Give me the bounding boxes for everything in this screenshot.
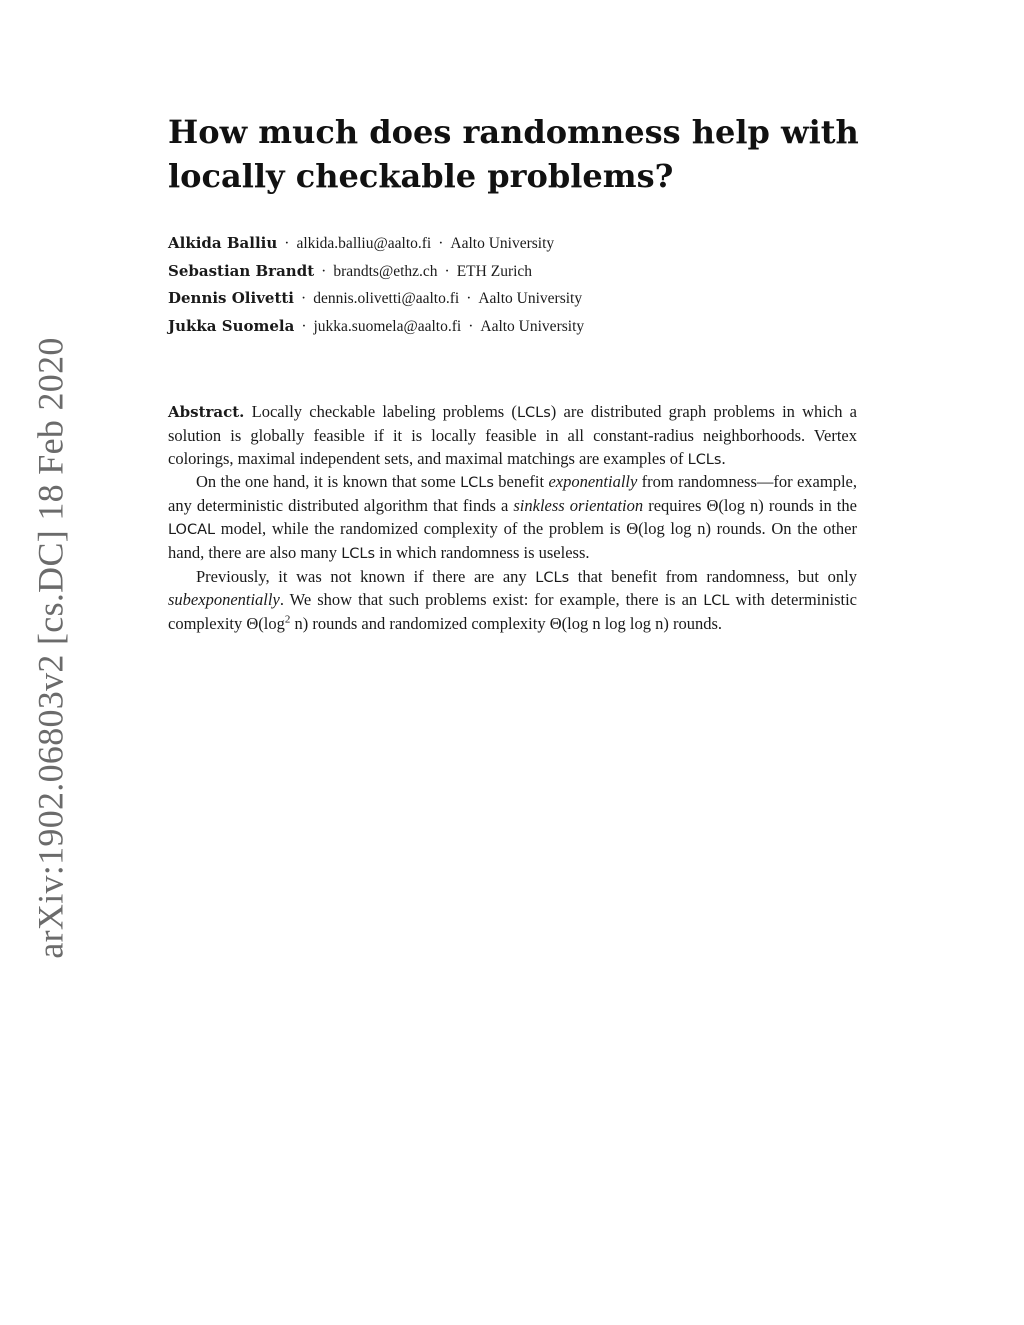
text-run: from randomness—for example, any deterministic distributed algorithm that finds a [168, 472, 857, 516]
author-email[interactable]: jukka.suomela@aalto.fi [313, 317, 462, 335]
author-entry [168, 287, 868, 315]
text-run: model, while the randomized complexity of the problem is [215, 518, 627, 538]
math-expression: Θ(log n log log n) [549, 614, 669, 634]
math-part: n) [290, 614, 309, 634]
title-line-2: locally checkable problems? [168, 157, 674, 195]
abstract-paragraph-1 [168, 401, 857, 471]
lcl-term: LCLs [687, 451, 722, 468]
separator: · [284, 235, 290, 252]
text-run: ) are distributed graph problems in which a solution is globally feasible if it is locally feasible in all constant-radius neighborhoods. Vertex colorings, maximal independent sets, and maximal matchings are examples of [168, 402, 858, 468]
author-affiliation: Aalto University [450, 235, 555, 252]
lcl-term: LCLs [516, 405, 551, 421]
abstract-paragraph-2 [168, 471, 857, 565]
abstract [168, 401, 857, 636]
arxiv-identifier [20, 337, 82, 959]
text-run: in which randomness is useless. [375, 542, 590, 562]
math-expression [246, 614, 308, 633]
author-entry [168, 232, 868, 260]
text-run: requires [643, 496, 707, 516]
author-name: Jukka Suomela [168, 316, 295, 335]
math-superscript: 2 [284, 613, 291, 626]
text-run: rounds. On the other hand, there are also many [168, 518, 857, 562]
lcl-term: LCL [703, 593, 730, 610]
author-name: Dennis Olivetti [168, 289, 295, 307]
author-affiliation: Aalto University [478, 290, 583, 307]
emphasis: subexponentially [168, 590, 280, 610]
author-email[interactable]: alkida.balliu@aalto.fi [296, 235, 432, 252]
lcl-term: LCLs [341, 545, 376, 562]
separator: · [301, 290, 307, 307]
abstract-paragraph-3 [168, 566, 857, 636]
separator: · [466, 290, 472, 307]
author-name: Alkida Balliu [168, 234, 278, 252]
author-entry [168, 260, 868, 288]
emphasis: sinkless orientation [513, 496, 644, 516]
title-line-1: How much does randomness help with [168, 113, 859, 151]
text-run: rounds. [668, 614, 723, 634]
text-run: rounds in the [763, 496, 857, 516]
text-run: On the one hand, it is known that some [196, 472, 461, 492]
lcl-term: LCLs [460, 475, 494, 492]
author-affiliation: Aalto University [480, 317, 585, 335]
paper-title [168, 110, 868, 198]
text-run: rounds and randomized complexity [308, 614, 550, 634]
author-name: Sebastian Brandt [168, 261, 315, 280]
lcl-term: LCLs [535, 569, 570, 586]
text-run: benefit [493, 472, 549, 492]
text-run: that benefit from randomness, but only [569, 566, 857, 586]
text-run: Previously, it was not known if there are any [196, 566, 536, 586]
author-email[interactable]: dennis.olivetti@aalto.fi [313, 290, 460, 307]
text-run: with deterministic complexity [168, 590, 857, 634]
local-model-term: LOCAL [168, 521, 216, 538]
text-run: Locally checkable labeling problems ( [251, 402, 517, 421]
separator: · [438, 235, 444, 252]
abstract-label: Abstract. [168, 403, 245, 421]
separator: · [444, 262, 450, 280]
text-run: . [721, 448, 726, 468]
separator: · [321, 262, 327, 280]
emphasis: exponentially [548, 472, 638, 492]
author-list [168, 232, 868, 342]
separator: · [468, 317, 474, 335]
math-part: Θ(log [246, 614, 285, 634]
math-expression: Θ(log log n) [626, 518, 711, 538]
separator: · [301, 317, 307, 335]
author-email[interactable]: brandts@ethz.ch [333, 262, 438, 280]
text-run: . We show that such problems exist: for example, there is an [279, 590, 704, 610]
author-affiliation: ETH Zurich [456, 262, 533, 280]
math-expression: Θ(log n) [706, 496, 764, 516]
author-entry [168, 315, 868, 343]
arxiv-id-text: arXiv:1902.06803v2 [cs.DC] 18 Feb 2020 [31, 337, 71, 959]
